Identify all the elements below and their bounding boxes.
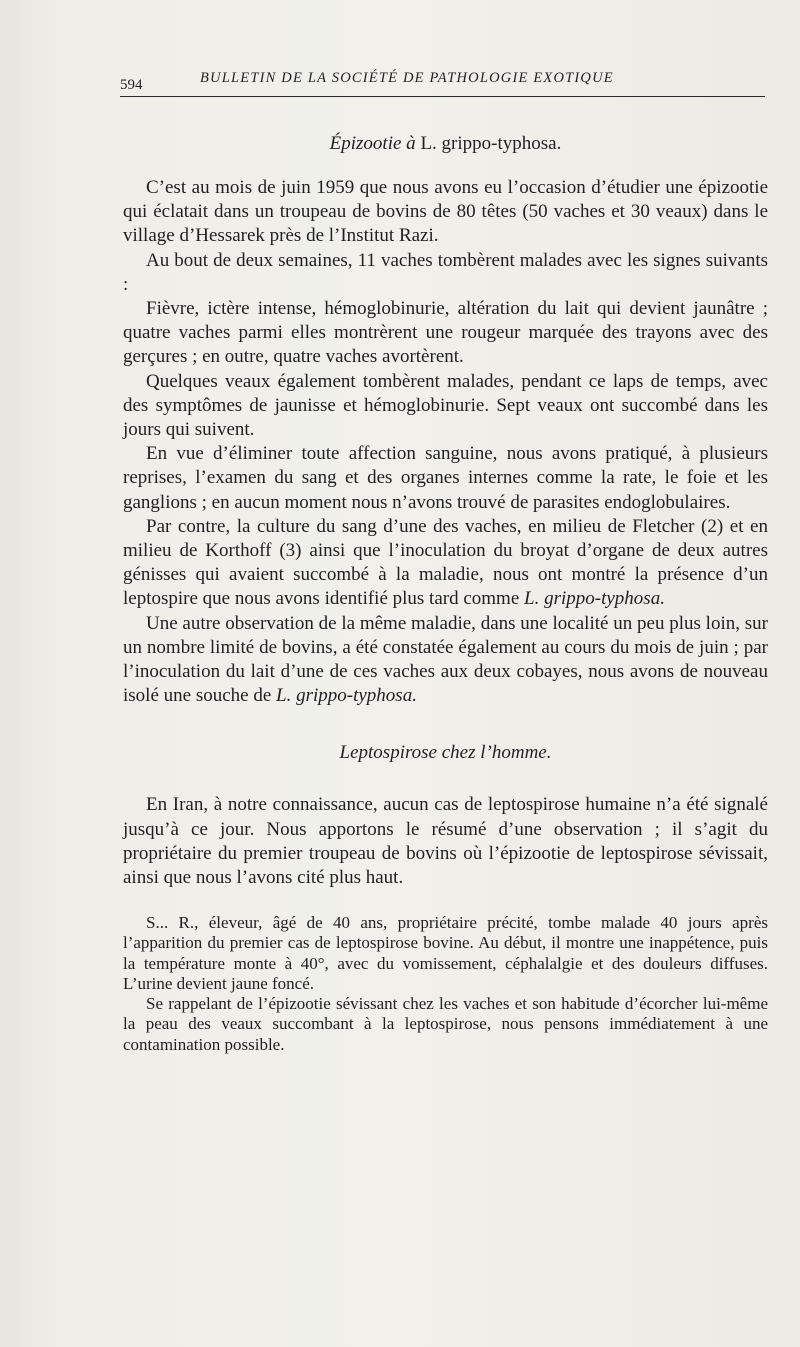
paragraph-6 — [123, 515, 768, 612]
species-name: L. grippo-typhosa. — [276, 685, 417, 707]
article-body — [123, 128, 768, 1055]
species-name: L. grippo-typhosa. — [524, 588, 665, 610]
case-report — [123, 913, 768, 1054]
running-header — [120, 70, 765, 97]
paragraph-8: En Iran, à notre connaissance, aucun cas de leptospirose humaine n’a été signalé jusqu’à ce jour. Nous apportons le résumé d’une observation ; il s’agit du propriétaire du premier troupeau de bovins où l’épizootie de leptospirose sévissait, ainsi que nous l’avons cité plus haut. — [123, 794, 768, 889]
paragraph-3: Fièvre, ictère intense, hémoglobinurie, altération du lait qui devient jaunâtre ; quatre vaches parmi elles montrèrent une rougeur marquée des trayons avec des gerçures ; en outre, quatre vaches avortèrent. — [123, 298, 768, 368]
section-title-prefix: Épizootie à — [329, 133, 416, 154]
paragraph-4: Quelques veaux également tombèrent malades, pendant ce laps de temps, avec des symptômes de jaunisse et hémoglobinurie. Sept veaux ont succombé dans les jours qui suivent. — [123, 370, 768, 441]
paragraph-2: Au bout de deux semaines, 11 vaches tombèrent malades avec les signes suivants : — [123, 249, 768, 295]
paragraph-1: C’est au mois de juin 1959 que nous avons eu l’occasion d’étudier une épizootie qui éclatait dans un troupeau de bovins de 80 têtes (50 vaches et 30 veaux) dans le village d’Hessarek près de l’Institut Razi. — [123, 177, 768, 247]
case-paragraph-2: Se rappelant de l’épizootie sévissant chez les vaches et son habitude d’écorcher lui-même la peau des veaux succombant à la leptospirose, nous pensons immédiatement à une contamination possible. — [123, 994, 768, 1054]
paragraph-5: En vue d’éliminer toute affection sanguine, nous avons pratiqué, à plusieurs reprises, l’examen du sang et des organes internes comme la rate, le foie et les ganglions ; en aucun moment nous n’avons trouvé de parasites endoglobulaires. — [123, 443, 768, 513]
paragraph-6-text: Par contre, la culture du sang d’une des vaches, en milieu de Fletcher (2) et en milieu de Korthoff (3) ainsi que l’inoculation du broyat d’organe de deux autres génisses qui avaient succombé à la maladie, nous ont montré la présence d’un leptospire que nous avons identifié plus tard comme — [123, 515, 768, 610]
section-title-suffix: L. grippo-typhosa. — [415, 133, 562, 154]
page-number: 594 — [120, 77, 143, 93]
section-title-epizootie — [123, 132, 768, 156]
paragraph-7 — [123, 612, 768, 709]
case-paragraph-1: S... R., éleveur, âgé de 40 ans, propriétaire précité, tombe malade 40 jours après l’apparition du premier cas de leptospirose bovine. Au début, il montre une inappétence, puis la température monte à 40°, avec du vomissement, céphalalgie et des douleurs diffuses. L’urine devient jaune foncé. — [123, 913, 768, 993]
journal-title: BULLETIN DE LA SOCIÉTÉ DE PATHOLOGIE EXOTIQUE — [200, 70, 614, 86]
paragraph-7-text: Une autre observation de la même maladie, dans une localité un peu plus loin, sur un nombre limité de bovins, a été constatée également au cours du mois de juin ; par l’inoculation du lait d’une de ces vaches aux deux cobayes, nous avons de nouveau isolé une souche de — [123, 612, 768, 707]
section-title-leptospirose: Leptospirose chez l’homme. — [339, 742, 552, 764]
